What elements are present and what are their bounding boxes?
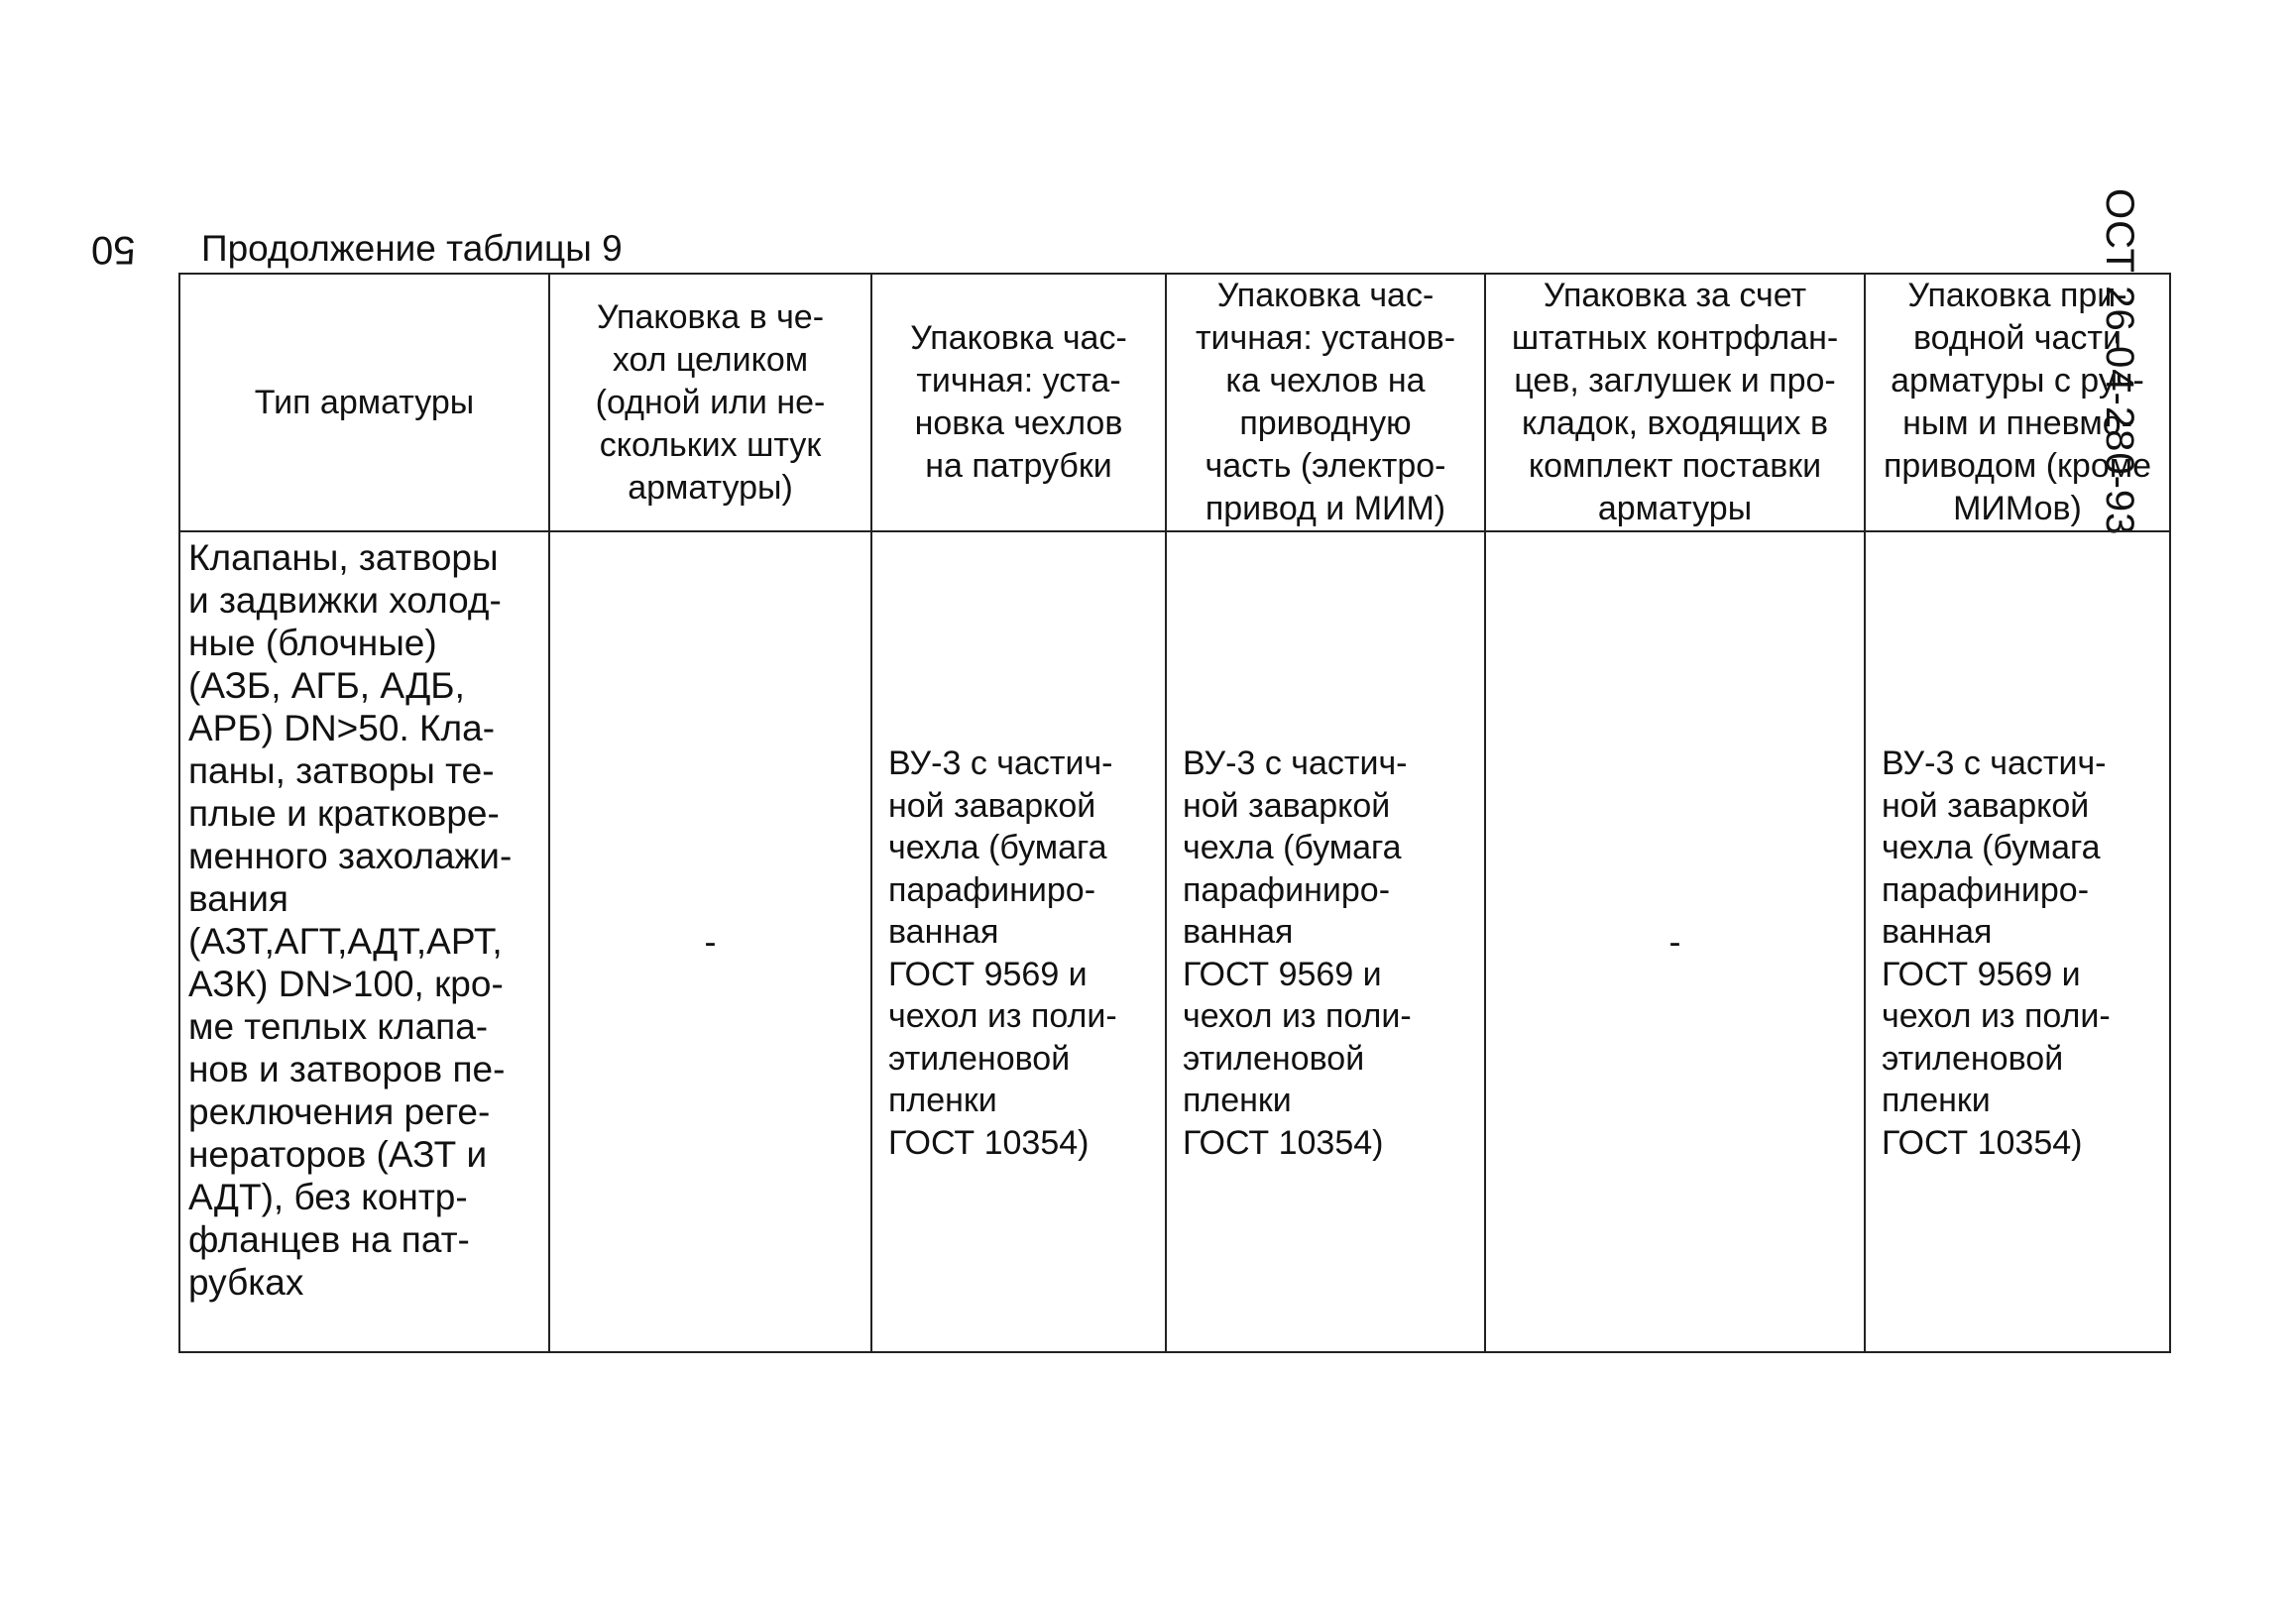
table-header-row xyxy=(179,274,2170,531)
header-partial-nozzles-text: Упаковка час- тичная: уста- новка чехлов на патрубки xyxy=(910,319,1127,485)
cell-partial-drive xyxy=(1166,531,1485,1352)
header-cell-type xyxy=(179,274,549,531)
partial-nozzles-value: ВУ-3 с частич- ной заваркой чехла (бумага парафиниро- ванная ГОСТ 9569 и чехол из поли- этиленовой пленки ГОСТ 10354) xyxy=(888,744,1117,1162)
cell-standard-flanges xyxy=(1485,531,1865,1352)
full-cover-value: - xyxy=(704,921,717,962)
header-drive-part-text: Упаковка при- водной части арматуры с руч- ным и пневмо- приводом (кроме МИМов) xyxy=(1883,277,2152,527)
header-cell-partial-drive xyxy=(1166,274,1485,531)
header-type-text: Тип арматуры xyxy=(254,383,475,421)
cell-full-cover xyxy=(549,531,871,1352)
document-code: ОСТ 26-04-280-93 xyxy=(2098,188,2141,536)
cell-partial-nozzles xyxy=(871,531,1166,1352)
valve-type-text: Клапаны, затворы и задвижки холод- ные (блочные) (АЗБ, АГБ, АДБ, АРБ) DN>50. Кла- паны, затворы те- плые и кратковре- менного захолажи- вания (АЗТ,АГТ,АДТ,АРТ, АЗК) DN>100, кро- ме теплых клапа- нов и затворов пе- реключения реге- нераторов (АЗТ и АДТ), без контр- фланцев на пат- рубках xyxy=(188,537,513,1303)
header-partial-drive-text: Упаковка час- тичная: установ- ка чехлов на приводную часть (электро- привод и МИМ) xyxy=(1195,277,1456,527)
page-number: 50 xyxy=(91,228,136,272)
header-standard-flanges-text: Упаковка за счет штатных контрфлан- цев, заглушек и про- кладок, входящих в комплект поставки арматуры xyxy=(1511,277,1839,527)
header-cell-partial-nozzles xyxy=(871,274,1166,531)
header-cell-drive-part xyxy=(1865,274,2170,531)
table-row xyxy=(179,531,2170,1352)
drive-part-value: ВУ-3 с частич- ной заваркой чехла (бумага парафиниро- ванная ГОСТ 9569 и чехол из поли- этиленовой пленки ГОСТ 10354) xyxy=(1882,744,2111,1162)
header-full-cover-text: Упаковка в че- хол целиком (одной или не- скольких штук арматуры) xyxy=(595,297,826,507)
cell-drive-part xyxy=(1865,531,2170,1352)
table-caption: Продолжение таблицы 9 xyxy=(201,228,623,269)
standard-flanges-value: - xyxy=(1668,921,1681,962)
cell-valve-type xyxy=(179,531,549,1352)
partial-drive-value: ВУ-3 с частич- ной заваркой чехла (бумага парафиниро- ванная ГОСТ 9569 и чехол из поли- этиленовой пленки ГОСТ 10354) xyxy=(1183,744,1412,1162)
header-cell-standard-flanges xyxy=(1485,274,1865,531)
header-cell-full-cover xyxy=(549,274,871,531)
packaging-table xyxy=(178,273,2171,1353)
